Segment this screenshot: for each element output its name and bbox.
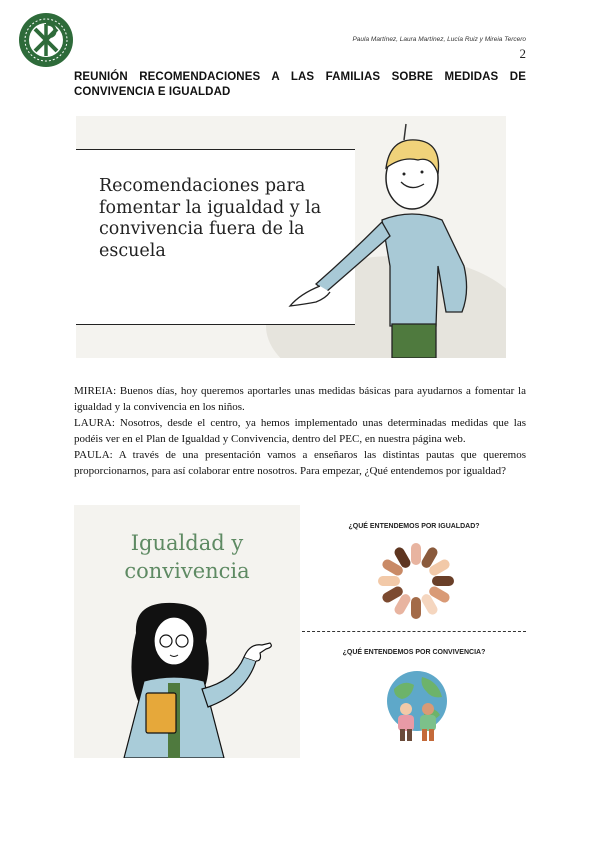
presenting-man-illustration	[286, 116, 506, 358]
slide-equality-coexistence	[74, 505, 300, 758]
globe-people-icon	[382, 669, 452, 743]
document-title: REUNIÓN RECOMENDACIONES A LAS FAMILIAS SOBRE MEDIDAS DE CONVIVENCIA E IGUALDAD	[74, 71, 526, 98]
heading-line: convivencia	[124, 559, 250, 583]
page-number: 2	[519, 46, 526, 61]
woman-pointing-illustration	[74, 597, 300, 758]
equality-panel	[302, 505, 526, 631]
dialogue-text	[74, 383, 526, 479]
heading-line: Igualdad y	[130, 531, 244, 555]
slide-recommendations	[76, 116, 506, 358]
paragraph-paula: PAULA: A través de una presentación vamos a enseñaros las distintas pautas que queremos proporcionarnos, para así colaborar entre nosotros. Para empezar, ¿Qué entendemos por igualdad?	[74, 449, 526, 477]
paragraph-laura: LAURA: Nosotros, desde el centro, ya hemos implementado unas determinadas medidas que las podéis ver en el Plan de Igualdad y Convivencia, dentro del PEC, en nuestra página web.	[74, 417, 526, 445]
slide-heading: Recomendaciones para fomentar la igualdad y la convivencia fuera de la escuela	[99, 176, 322, 261]
coexistence-question: ¿QUÉ ENTENDEMOS POR CONVIVENCIA?	[342, 649, 486, 656]
author-list: Paula Martínez, Laura Martínez, Lucía Ruiz y Mireia Tercero	[352, 36, 526, 43]
paragraph-mireia: MIREIA: Buenos días, hoy queremos aportarles unas medidas básicas para ayudarnos a fomentar la igualdad y la convivencia en los niños.	[74, 385, 526, 413]
dashed-divider	[302, 631, 526, 632]
coexistence-panel	[302, 633, 526, 758]
slide-heading	[74, 529, 300, 585]
hands-circle-icon	[374, 539, 458, 623]
chi-rho-seal-icon	[18, 12, 74, 68]
equality-question: ¿QUÉ ENTENDEMOS POR IGUALDAD?	[348, 523, 480, 530]
